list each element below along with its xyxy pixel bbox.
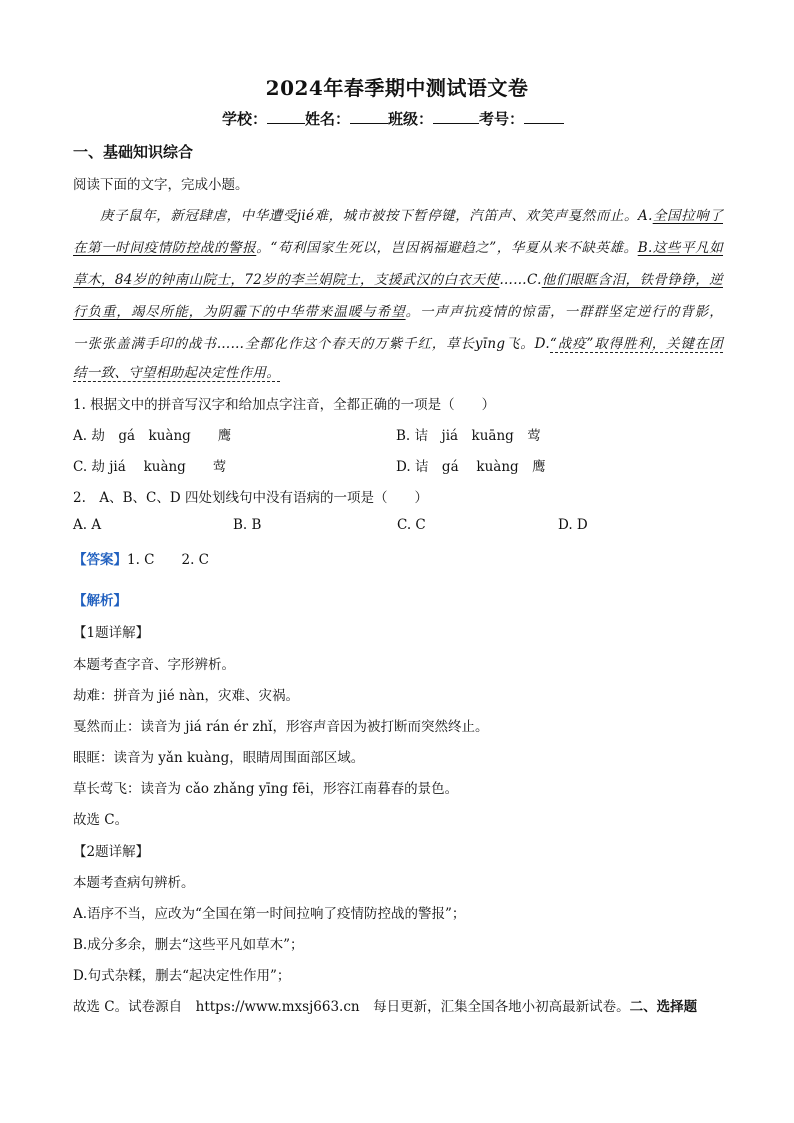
detail-2-last-line <box>73 995 697 1015</box>
detail-1-line: 戛然而止：读音为 jiá rán ér zhǐ，形容声音因为被打断而突然终止。 <box>73 719 489 735</box>
passage-text: 一张张盖满手印的战书……全都化作这个春天的万紫千红，草长yīng飞。D. <box>73 336 550 352</box>
name-label: 姓名： <box>305 110 351 128</box>
underlined-sentence-c: 他们眼眶含泪，铁骨铮铮，逆 <box>541 272 723 288</box>
passage-text: ……C. <box>499 272 542 288</box>
question-2-stem: 2. A、B、C、D 四处划线句中没有语病的一项是（ ） <box>73 490 428 506</box>
student-info-line <box>222 108 564 129</box>
question-1-stem: 1. 根据文中的拼音写汉字和给加点字注音，全都正确的一项是（ ） <box>73 397 496 413</box>
answer-label: 【答案】 <box>73 552 127 568</box>
instruction: 阅读下面的文字，完成小题。 <box>73 177 249 193</box>
detail-2-line: A.语序不当，应改为“全国在第一时间拉响了疫情防控战的警报”； <box>73 906 466 922</box>
passage-text: 庚子鼠年，新冠肆虐，中华遭受jié难，城市被按下暂停键，汽笛声、欢笑声戛然而止。A. <box>100 208 653 224</box>
detail-1-line: 劫难：拼音为 jié nàn，灾难、灾祸。 <box>73 688 300 704</box>
passage-line-1 <box>73 204 723 224</box>
underlined-sentence-a: 在第一时间疫情防控战的警报 <box>73 240 257 256</box>
detail-2-line: D.句式杂糅，删去“起决定性作用”； <box>73 968 291 984</box>
q1-option-a[interactable]: A. 劫 gá kuàng 鹰 <box>73 428 232 444</box>
section-heading-1: 一、基础知识综合 <box>73 143 194 161</box>
detail-2-heading: 【2题详解】 <box>73 844 150 860</box>
exam-no-label: 考号： <box>479 110 525 128</box>
underlined-sentence-d: 结一致、守望相助起决定性作用。 <box>73 365 280 381</box>
q1-option-c[interactable]: C. 劫 jiá kuàng 莺 <box>73 459 227 475</box>
q1-option-d[interactable]: D. 诘 gá kuàng 鹰 <box>396 459 546 475</box>
page-title: 2024年春季期中测试语文卷 <box>265 76 529 100</box>
analysis-label: 【解析】 <box>73 593 127 609</box>
source-note: 故选 C。试卷源自 https://www.mxsj663.cn 每日更新，汇集全国各地小初高最新试卷。 <box>73 999 630 1015</box>
passage-text: 。一声声抗疫情的惊雷，一群群坚定逆行的背影， <box>405 304 723 320</box>
q1-option-b[interactable]: B. 诘 jiá kuāng 莺 <box>396 428 541 444</box>
detail-2-line: B.成分多余，删去“这些平凡如草木”； <box>73 937 304 953</box>
underlined-sentence-d: “战疫”取得胜利，关键在团 <box>549 336 724 352</box>
detail-1-line: 草长莺飞：读音为 cǎo zhǎng yīng fēi，形容江南暮春的景色。 <box>73 781 459 797</box>
class-blank[interactable] <box>433 109 479 124</box>
q2-option-b[interactable]: B. B <box>233 517 262 533</box>
underlined-sentence-a: 全国拉响了 <box>652 208 723 224</box>
passage-line-2 <box>73 236 723 256</box>
school-label: 学校： <box>222 110 268 128</box>
detail-1-line: 故选 C。 <box>73 812 129 828</box>
q2-option-a[interactable]: A. A <box>73 517 102 533</box>
passage-line-5 <box>73 332 723 352</box>
section-heading-2: 二、选择题 <box>629 999 698 1015</box>
underlined-sentence-c: 行负重，竭尽所能，为阴霾下的中华带来温暖与希望 <box>73 304 406 320</box>
detail-1-line: 本题考查字音、字形辨析。 <box>73 657 235 673</box>
passage-line-6 <box>73 361 723 381</box>
q2-option-d[interactable]: D. D <box>558 517 588 533</box>
answer-text: 1. C 2. C <box>127 552 210 568</box>
passage-line-4 <box>73 300 723 320</box>
class-label: 班级： <box>388 110 434 128</box>
detail-1-line: 眼眶：读音为 yǎn kuàng，眼睛周围面部区域。 <box>73 750 365 766</box>
detail-1-heading: 【1题详解】 <box>73 625 150 641</box>
exam-no-blank[interactable] <box>524 109 564 124</box>
detail-2-line: 本题考查病句辨析。 <box>73 875 195 891</box>
underlined-sentence-b: 草木，84岁的钟南山院士，72岁的李兰娟院士，支援武汉的白衣天使 <box>73 272 500 288</box>
passage-line-3 <box>73 268 723 288</box>
q2-option-c[interactable]: C. C <box>397 517 426 533</box>
passage-text: 。“苟利国家生死以，岂因祸福避趋之”，华夏从来不缺英雄。 <box>256 240 638 256</box>
name-blank[interactable] <box>350 109 388 124</box>
underlined-sentence-b: B.这些平凡如 <box>637 240 724 256</box>
answer-line <box>73 548 209 568</box>
school-blank[interactable] <box>267 109 305 124</box>
